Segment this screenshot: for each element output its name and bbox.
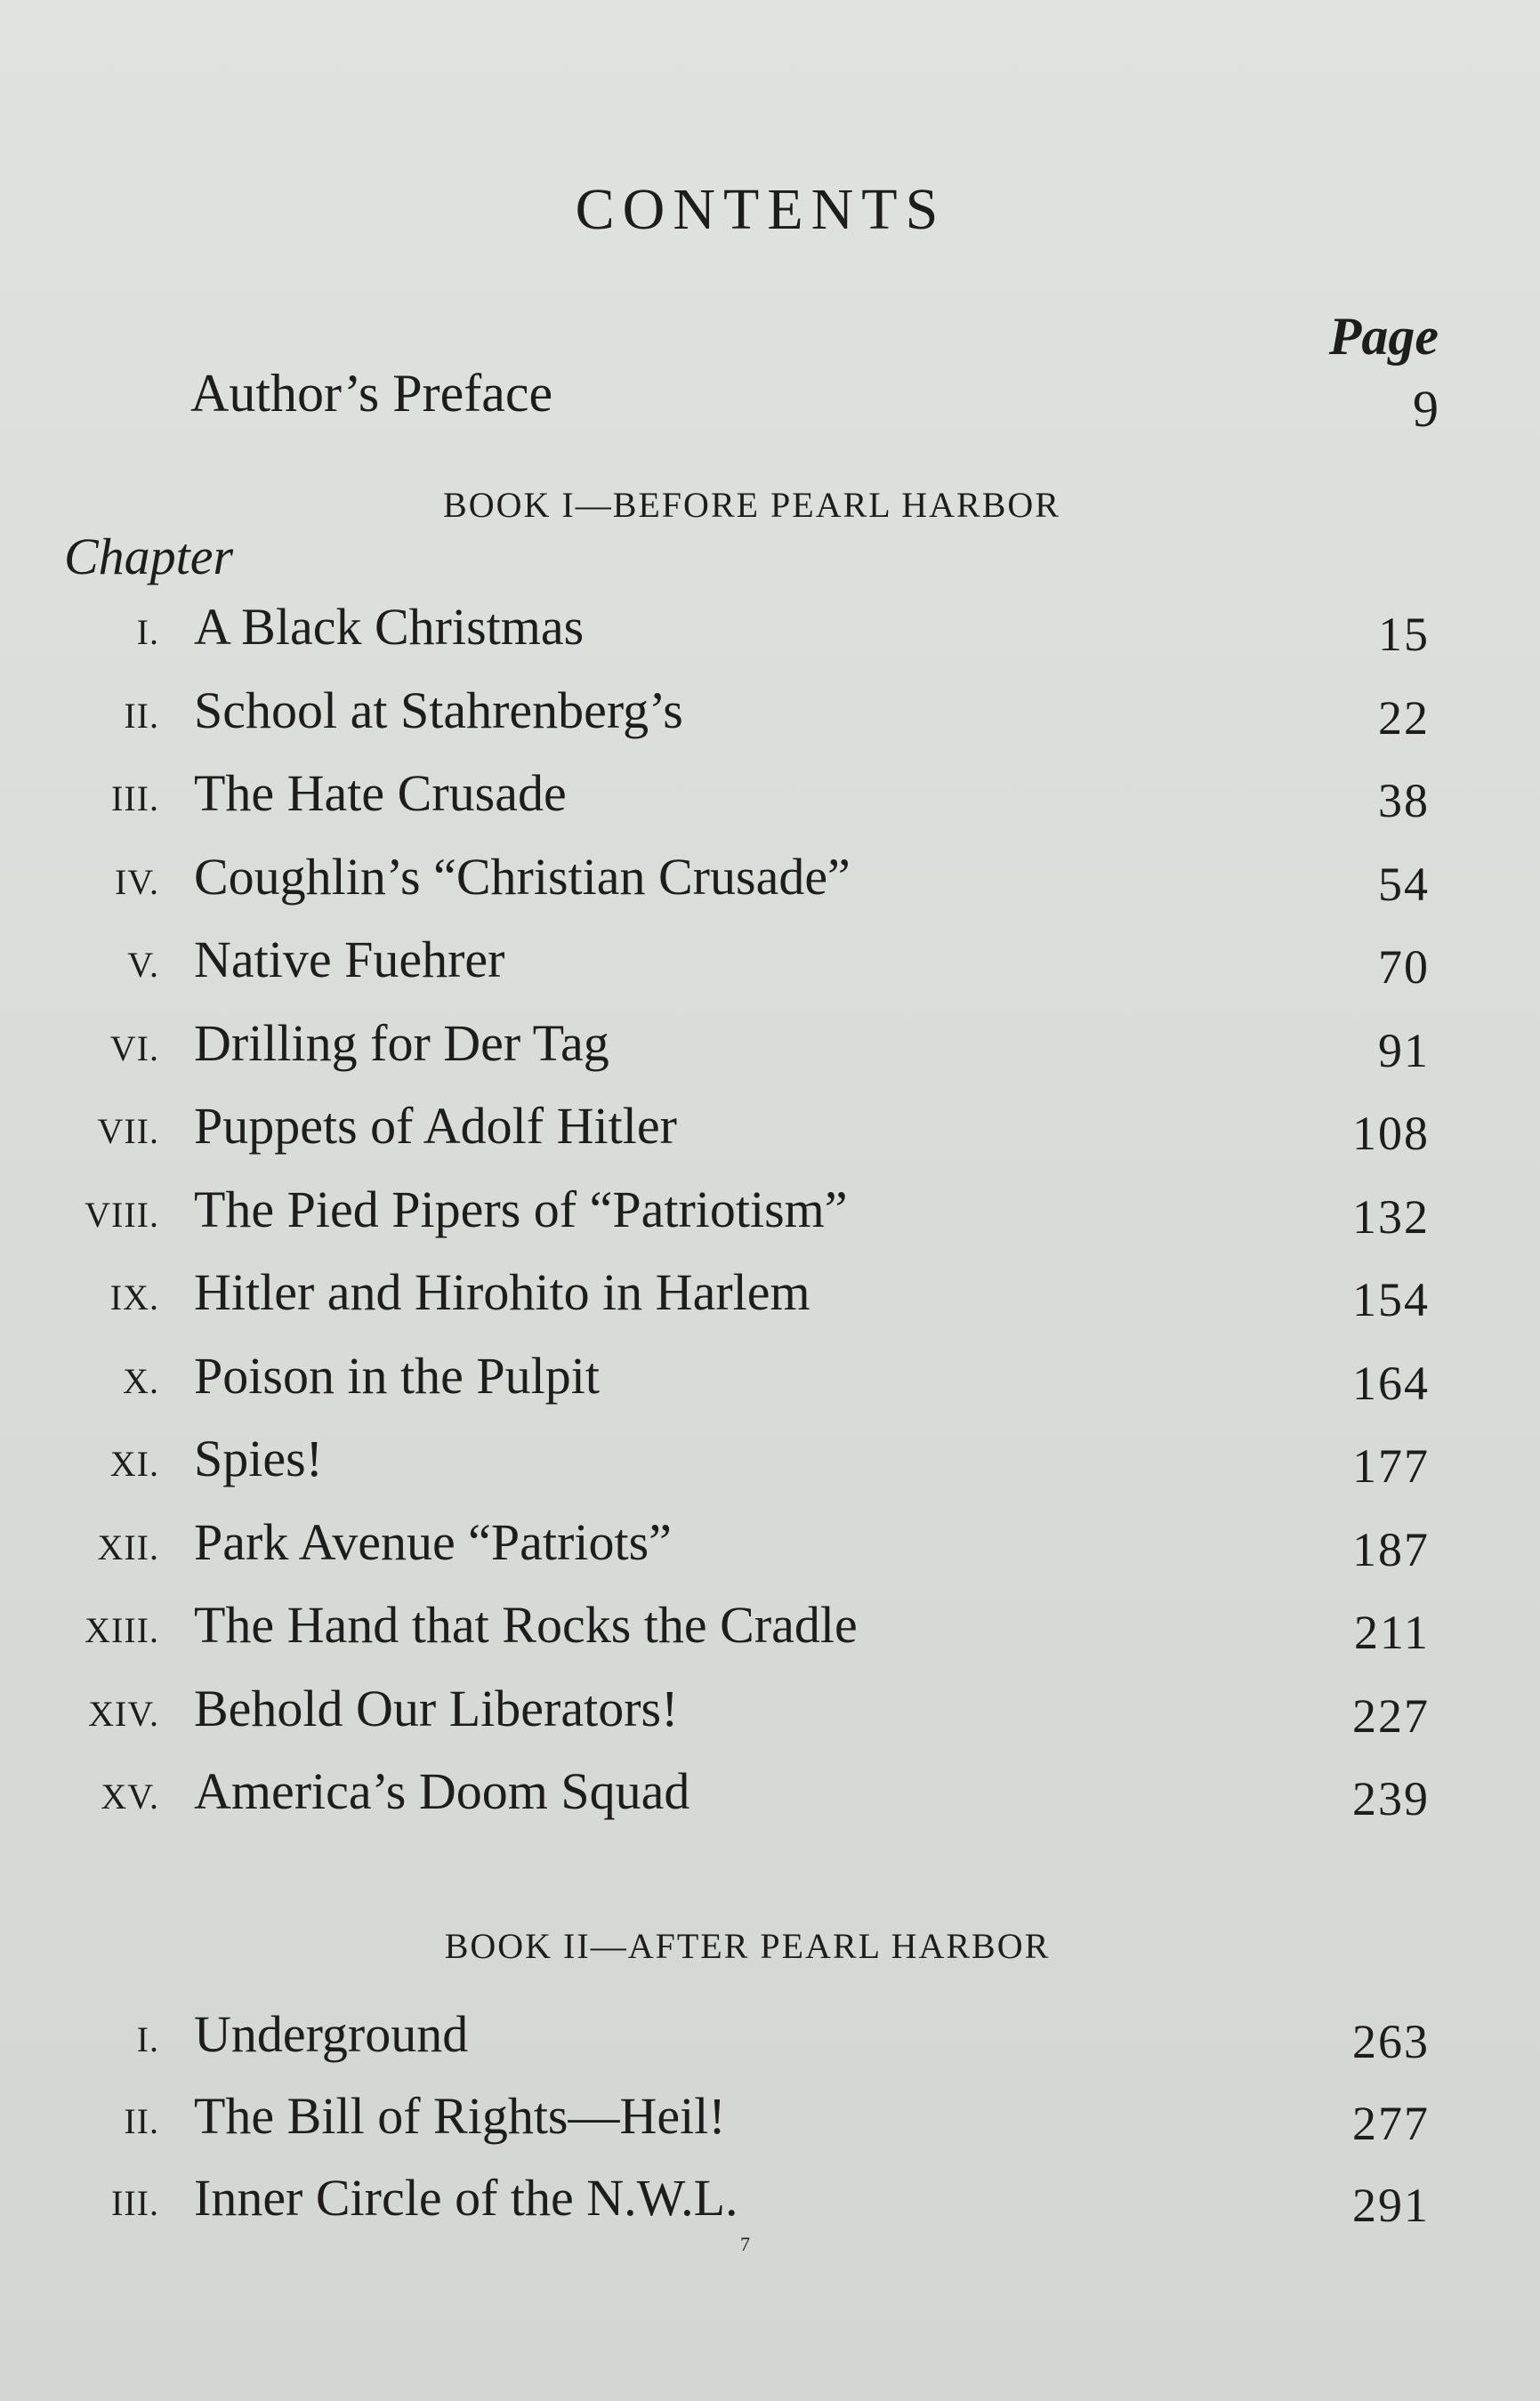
toc-entry (0, 1177, 1540, 1261)
chapter-number: IV. (114, 861, 159, 902)
toc-entry (0, 761, 1540, 844)
toc-entry (0, 1676, 1540, 1760)
chapter-page-number: 38 (1378, 774, 1430, 827)
chapter-title: Puppets of Adolf Hitler (194, 1097, 677, 1155)
chapter-number: I. (136, 2019, 159, 2059)
chapter-number: XIII. (85, 1610, 159, 1650)
toc-entry (0, 844, 1540, 928)
toc-entry (0, 1093, 1540, 1177)
chapter-page-number: 70 (1378, 940, 1430, 994)
chapter-number: VI. (109, 1027, 159, 1068)
chapter-number: V. (127, 945, 159, 985)
chapter-title: Poison in the Pulpit (194, 1346, 601, 1405)
book-two-heading: BOOK II—AFTER PEARL HARBOR (444, 1926, 1051, 1966)
chapter-title: Behold Our Liberators! (194, 1679, 679, 1737)
chapter-number: IX. (109, 1277, 159, 1317)
chapter-number: III. (111, 778, 159, 818)
chapter-page-number: 277 (1352, 2097, 1430, 2150)
chapter-page-number: 15 (1378, 608, 1430, 661)
chapter-page-number: 177 (1352, 1439, 1430, 1493)
chapter-title: Underground (194, 2005, 469, 2063)
preface-page-number: 9 (1413, 380, 1439, 438)
chapter-column-label: Chapter (64, 528, 234, 585)
chapter-page-number: 22 (1378, 690, 1430, 745)
chapter-number: VIII. (85, 1194, 159, 1235)
chapter-page-number: 108 (1352, 1107, 1430, 1160)
chapter-title: The Hate Crusade (194, 764, 567, 822)
chapter-title: Spies! (194, 1430, 323, 1487)
chapter-number: I. (136, 612, 159, 652)
toc-entry (0, 1759, 1540, 1842)
book-one-heading: BOOK I—BEFORE PEARL HARBOR (443, 485, 1060, 525)
toc-entry (0, 1011, 1540, 1094)
chapter-number: XI. (109, 1444, 159, 1484)
chapter-title: Drilling for Der Tag (194, 1013, 609, 1072)
toc-entry (0, 1426, 1540, 1510)
chapter-page-number: 291 (1352, 2179, 1430, 2232)
chapter-title: A Black Christmas (194, 598, 585, 656)
chapter-page-number: 263 (1352, 2015, 1430, 2068)
chapter-number: VII. (97, 1111, 159, 1151)
toc-entry (0, 2002, 1540, 2083)
book-two-chapter-list (0, 2002, 1540, 2247)
chapter-title: America’s Doom Squad (194, 1762, 690, 1820)
chapter-title: Inner Circle of the N.W.L. (194, 2169, 738, 2227)
chapter-page-number: 164 (1352, 1356, 1430, 1410)
chapter-title: Native Fuehrer (194, 931, 505, 988)
page-folio-number: 7 (740, 2233, 750, 2255)
toc-entry (0, 1592, 1540, 1676)
chapter-title: The Hand that Rocks the Cradle (194, 1596, 858, 1654)
chapter-page-number: 54 (1378, 857, 1430, 911)
chapter-number: III. (111, 2183, 159, 2223)
chapter-number: XII. (97, 1527, 159, 1567)
toc-entry (0, 2165, 1540, 2247)
chapter-number: II. (124, 2101, 159, 2141)
chapter-title: The Bill of Rights—Heil! (194, 2087, 726, 2145)
page-column-label: Page (1328, 307, 1439, 366)
book-one-chapter-list (0, 594, 1540, 1842)
toc-entry (0, 678, 1540, 761)
chapter-number: XV. (101, 1777, 159, 1817)
chapter-number: X. (123, 1360, 159, 1401)
chapter-page-number: 91 (1378, 1023, 1430, 1077)
chapter-page-number: 211 (1354, 1606, 1430, 1659)
chapter-number: XIV. (88, 1693, 159, 1734)
chapter-title: Coughlin’s “Christian Crusade” (194, 847, 851, 906)
preface-title: Author’s Preface (190, 364, 553, 423)
chapter-title: The Pied Pipers of “Patriotism” (194, 1180, 848, 1238)
toc-entry (0, 927, 1540, 1011)
toc-entry (0, 1510, 1540, 1593)
toc-entry (0, 1260, 1540, 1343)
chapter-title: School at Stahrenberg’s (194, 681, 683, 739)
chapter-title: Park Avenue “Patriots” (194, 1512, 672, 1571)
chapter-page-number: 187 (1352, 1522, 1430, 1576)
chapter-number: II. (124, 695, 159, 736)
toc-entry (0, 2083, 1540, 2165)
toc-entry (0, 1343, 1540, 1427)
toc-entry (0, 594, 1540, 678)
chapter-page-number: 227 (1352, 1688, 1430, 1743)
contents-title: CONTENTS (575, 177, 947, 242)
chapter-page-number: 132 (1352, 1189, 1430, 1244)
chapter-page-number: 239 (1352, 1772, 1430, 1825)
chapter-title: Hitler and Hirohito in Harlem (194, 1263, 810, 1321)
chapter-page-number: 154 (1352, 1273, 1430, 1326)
